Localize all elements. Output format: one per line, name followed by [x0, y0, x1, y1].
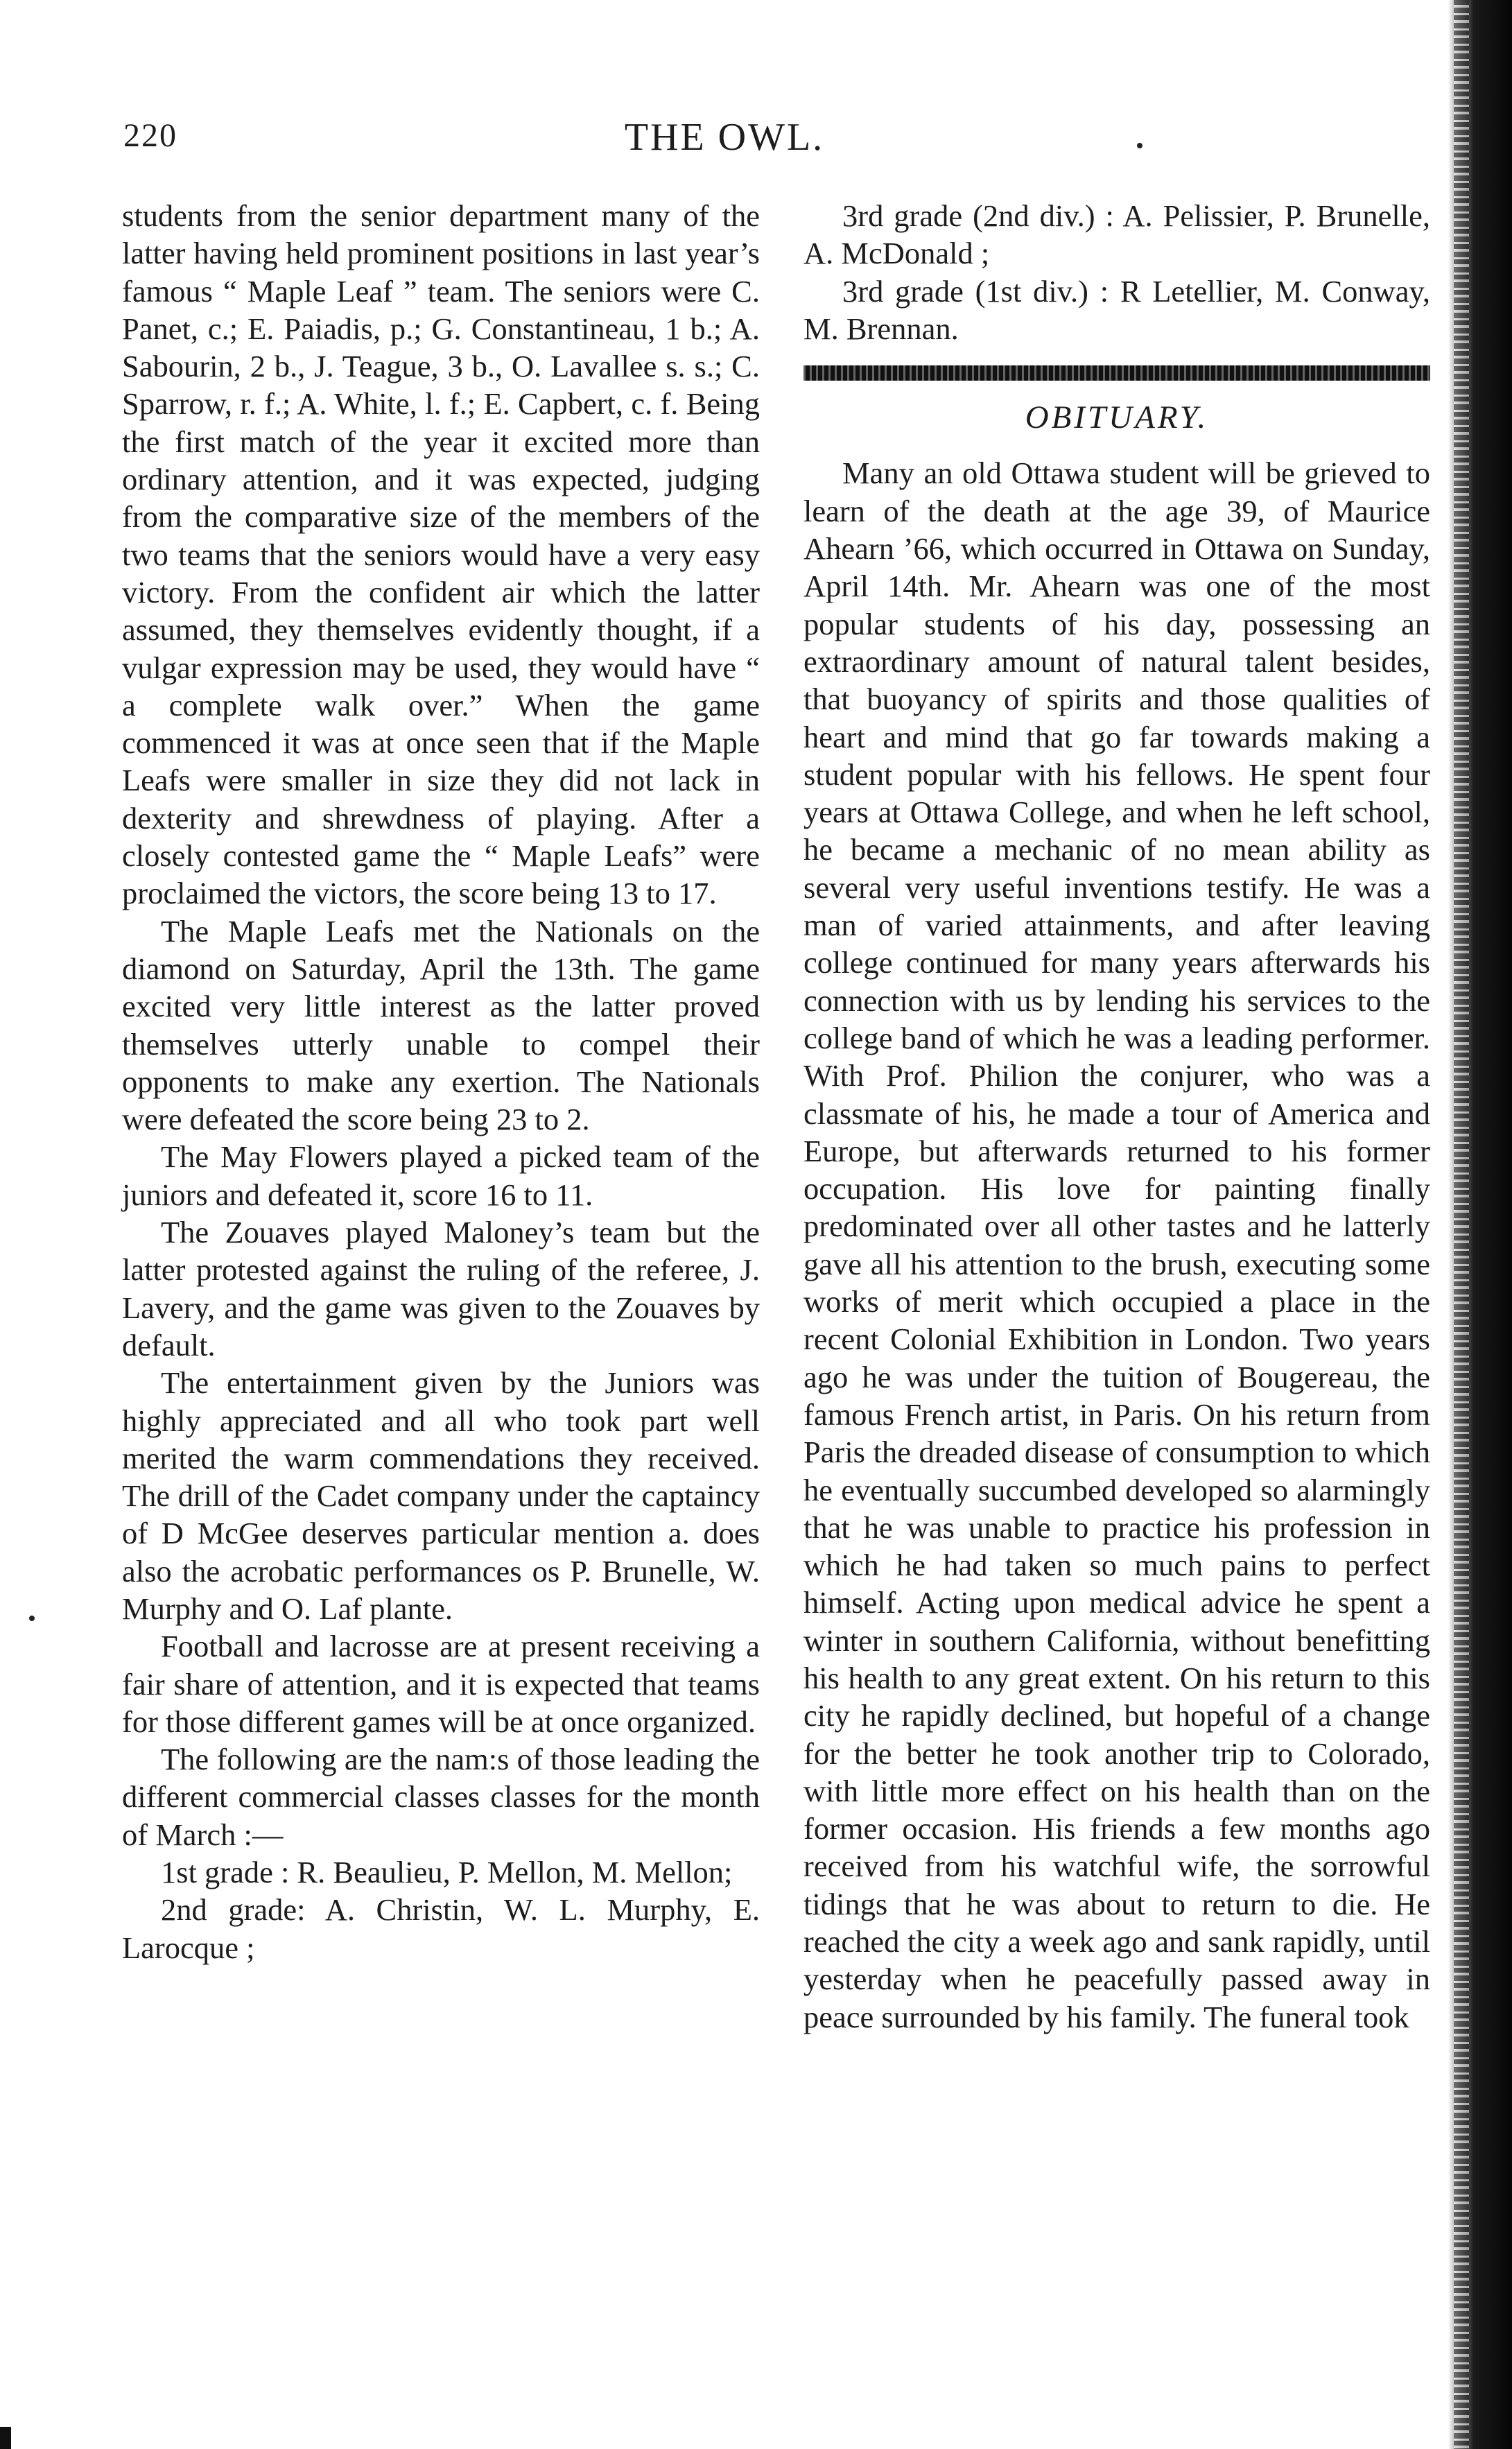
grade-listing: 2nd grade: A. Christin, W. L. Murphy, E. Larocque ; — [122, 1892, 760, 1965]
scan-page-edge — [1448, 0, 1512, 2449]
grade-listing: 1st grade : R. Beaulieu, P. Mellon, M. Mellon; — [161, 1855, 733, 1890]
article-paragraph: Football and lacrosse are at present receiving a fair share of attention, and it is expected that teams for those different games will be at once organized. — [122, 1629, 760, 1739]
scan-corner-mark — [0, 2427, 11, 2449]
left-column — [122, 197, 760, 1966]
obituary-paragraph: Many an old Ottawa student will be grieved to learn of the death at the age 39, of Maurice Ahearn ’66, which occurred in Ottawa on Sunday, April 14th. Mr. Ahearn was one of the most popular students of his day, possessing an extraordinary amount of natural talent besides, that buoyancy of spirits and those qualities of heart and mind that go far towards making a student popular with his fellows. He spent four years at Ottawa College, and when he left school, he became a mechanic of no mean ability as several very useful inventions testify. He was a man of varied attainments, and after leaving college continued for many years afterwards his connection with us by lending his services to the college band of which he was a leading performer. With Prof. Philion the conjurer, who was a classmate of his, he made a tour of America and Europe, but afterwards returned to his former occupation. His love for painting finally predominated over all other tastes and he latterly gave all his attention to the brush, executing some works of merit which occupied a place in the recent Colonial Exhibition in London. Two years ago he was under the tuition of Bougereau, the famous French artist, in Paris. On his return from Paris the dreaded disease of consumption to which he eventually succumbed developed so alarmingly that he was unable to practice his profession in which he had taken so much pains to perfect himself. Acting upon medical advice he spent a winter in southern California, without benefitting his health to any great extent. On his return to this city he rapidly declined, but hopeful of a change for the better he took another trip to Colorado, with little more effect on his health than on the former occasion. His friends a few months ago received from his watchful wife, the sorrowful tidings that he was about to return to die. He reached the city a week ago and sank rapidly, until yesterday when he peacefully passed away in peace surrounded by his family. The funeral took — [803, 456, 1430, 2034]
section-divider-rule — [803, 365, 1430, 381]
obituary-heading: OBITUARY. — [1025, 399, 1209, 436]
article-paragraph: The Zouaves played Maloney’s team but the latter protested against the ruling of the referee, J. Lavery, and the game was given to the Zouaves by default. — [122, 1215, 760, 1362]
grade-listing: 3rd grade (2nd div.) : A. Pelissier, P. Brunelle, A. McDonald ; — [803, 198, 1430, 271]
running-title: THE OWL. — [624, 116, 825, 159]
article-paragraph: The Maple Leafs met the Nationals on the diamond on Saturday, April the 13th. The game excited very little interest as the latter proved themselves utterly unable to compel their opponents to make any exertion. The Nationals were defeated the score being 23 to 2. — [122, 913, 760, 1137]
grade-listing: 3rd grade (1st div.) : R Letellier, M. Conway, M. Brennan. — [803, 273, 1430, 346]
right-column — [803, 197, 1430, 2036]
article-paragraph: students from the senior department many of the latter having held prominent positions in last year’s famous “ Maple Leaf ” team. The seniors were C. Panet, c.; E. Paiadis, p.; G. Constantineau, 1 b.; A. Sabourin, 2 b., J. Teague, 3 b., O. Lavallee s. s.; C. Sparrow, r. f.; A. White, l. f.; E. Capbert, c. f. Being the first match of the year it excited more than ordinary attention, and it was expected, judging from the comparative size of the members of the two teams that the seniors would have a very easy victory. From the confident air which the latter assumed, they themselves evidently thought, if a vulgar expression may be used, they would have “ a complete walk over.” When the game commenced it was at once seen that if the Maple Leafs were smaller in size they did not lack in dexterity and shrewdness of playing. After a closely contested game the “ Maple Leafs” were proclaimed the victors, the score being 13 to 17. — [122, 198, 760, 911]
ink-speck — [29, 1616, 35, 1621]
page-number: 220 — [123, 117, 177, 154]
article-paragraph: The following are the nam:s of those leading the different commercial classes classes for the month of March :— — [122, 1742, 760, 1852]
article-paragraph: The entertainment given by the Juniors was highly appreciated and all who took part well merited the warm commendations they received. The drill of the Cadet company under the captaincy of D McGee deserves particular mention a. does also the acrobatic performances os P. Brunelle, W. Murphy and O. Laf plante. — [122, 1365, 760, 1626]
article-paragraph: The May Flowers played a picked team of the juniors and defeated it, score 16 to 11. — [122, 1139, 760, 1212]
